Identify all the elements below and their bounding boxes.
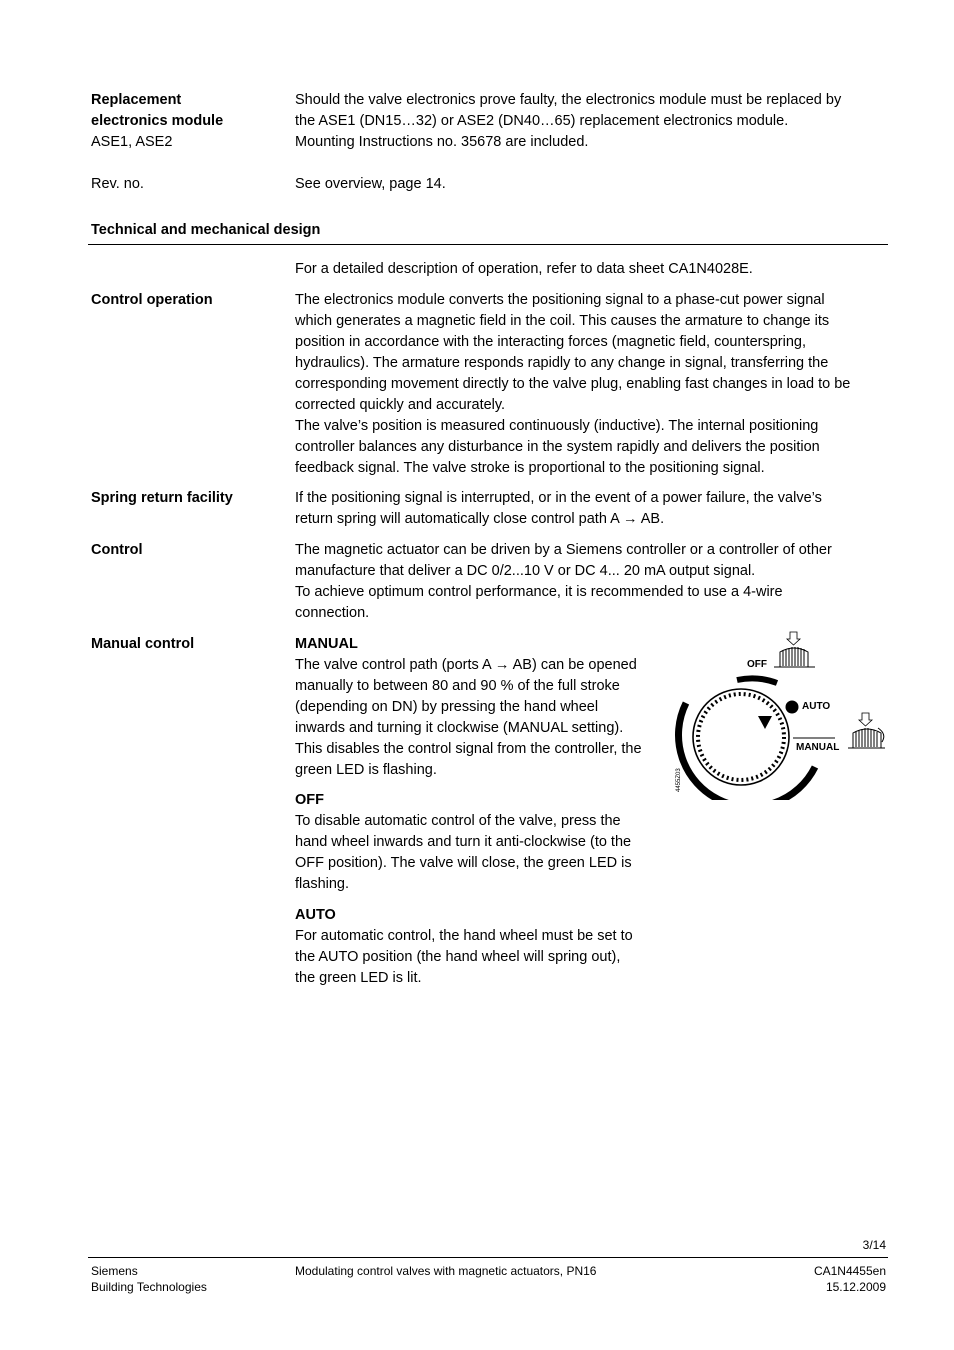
diagram-code: 4455Z03 [676, 768, 682, 792]
manual-section [295, 634, 665, 781]
text-line: connection. [295, 605, 370, 621]
text-line: the ASE1 (DN15…32) or ASE2 (DN40…65) replacement electronics module. [295, 113, 789, 129]
footer-doc-number: CA1N4455en [813, 1264, 886, 1278]
text-line: green LED is flashing. [295, 762, 437, 778]
diagram-label-off: OFF [747, 659, 767, 670]
text-line: which generates a magnetic field in the coil. This causes the armature to change its [295, 313, 830, 329]
rev-text: See overview, page 14. [295, 176, 446, 192]
auto-section [295, 905, 665, 989]
diagram-label-auto: AUTO [802, 701, 831, 712]
intro-text: For a detailed description of operation, refer to data sheet CA1N4028E. [295, 261, 753, 277]
footer-divider [88, 1257, 888, 1258]
text-line: The magnetic actuator can be driven by a Siemens controller or a controller of other [295, 542, 832, 558]
text-line: For automatic control, the hand wheel must be set to [295, 928, 633, 944]
control-text [295, 540, 885, 624]
text-line: If the positioning signal is interrupted, or in the event of a power failure, the valve’s [295, 490, 822, 506]
section-divider [88, 244, 888, 245]
text-line: controller balances any disturbance in the system rapidly and delivers the position [295, 439, 820, 455]
hand-wheel-inner-ring [693, 689, 789, 785]
footer-title: Modulating control valves with magnetic actuators, PN16 [295, 1264, 597, 1278]
text-line: position in accordance with the interacting forces (magnetic field, counterspring, [295, 334, 806, 350]
text-line: the AUTO position (the hand wheel will spring out), [295, 949, 621, 965]
spring-return-text [295, 488, 885, 530]
off-heading: OFF [295, 792, 324, 808]
footer-company-line1: Siemens [91, 1264, 138, 1278]
footer-company-line2: Building Technologies [91, 1280, 207, 1294]
hand-wheel-top-arc [737, 678, 777, 683]
hand-wheel-pointer [758, 716, 772, 729]
text-line: corresponding movement directly to the valve plug, enabling fast changes in load to be [295, 376, 851, 392]
footer-company [91, 1263, 207, 1295]
replacement-label-line1: Replacement [91, 92, 182, 108]
text-line: The electronics module converts the positioning signal to a phase-cut power signal [295, 292, 825, 308]
hand-wheel-diagram [668, 628, 893, 800]
spring-return-label: Spring return facility [91, 490, 233, 506]
manual-knob-icon [848, 713, 885, 748]
page-number: 3/14 [862, 1238, 886, 1252]
rev-label: Rev. no. [91, 176, 144, 192]
replacement-label [91, 90, 281, 153]
footer-date: 15.12.2009 [825, 1280, 886, 1294]
footer-doc-info [736, 1263, 886, 1295]
text-line: The valve’s position is measured continuously (inductive). The internal positioning [295, 418, 819, 434]
replacement-label-line3: ASE1, ASE2 [91, 134, 173, 150]
text-line: feedback signal. The valve stroke is proportional to the positioning signal. [295, 460, 765, 476]
text-line: Should the valve electronics prove faulty, the electronics module must be replaced by [295, 92, 842, 108]
control-operation-text [295, 290, 885, 479]
text-line: the green LED is lit. [295, 970, 422, 986]
text-line: To achieve optimum control performance, it is recommended to use a 4-wire [295, 584, 783, 600]
control-label: Control [91, 542, 143, 558]
text-line: To disable automatic control of the valve, press the [295, 813, 621, 829]
hand-wheel-knurl [698, 694, 784, 780]
text-line: The valve control path (ports A → AB) can be opened [295, 657, 637, 673]
text-line: return spring will automatically close control path A → AB. [295, 511, 665, 527]
manual-control-label: Manual control [91, 636, 195, 652]
text-line: hand wheel inwards and turn it anti-clockwise (to the [295, 834, 632, 850]
off-knob-icon [774, 632, 815, 667]
replacement-label-line2: electronics module [91, 113, 224, 129]
diagram-label-manual: MANUAL [796, 742, 840, 753]
text-line: This disables the control signal from the controller, the [295, 741, 642, 757]
text-line: OFF position). The valve will close, the green LED is [295, 855, 632, 871]
replacement-text [295, 90, 885, 153]
auto-dot [786, 701, 799, 714]
text-line: manufacture that deliver a DC 0/2...10 V or DC 4... 20 mA output signal. [295, 563, 756, 579]
control-operation-label: Control operation [91, 292, 213, 308]
manual-heading: MANUAL [295, 636, 358, 652]
text-line: flashing. [295, 876, 350, 892]
text-line: hydraulics). The armature responds rapidly to any change in signal, transferring the [295, 355, 829, 371]
auto-heading: AUTO [295, 907, 336, 923]
text-line: corrected quickly and accurately. [295, 397, 506, 413]
section-title: Technical and mechanical design [91, 222, 321, 238]
text-line: Mounting Instructions no. 35678 are included. [295, 134, 589, 150]
text-line: (depending on DN) by pressing the hand wheel [295, 699, 599, 715]
off-section [295, 790, 665, 895]
text-line: inwards and turning it clockwise (MANUAL setting). [295, 720, 624, 736]
text-line: manually to between 80 and 90 % of the full stroke [295, 678, 620, 694]
